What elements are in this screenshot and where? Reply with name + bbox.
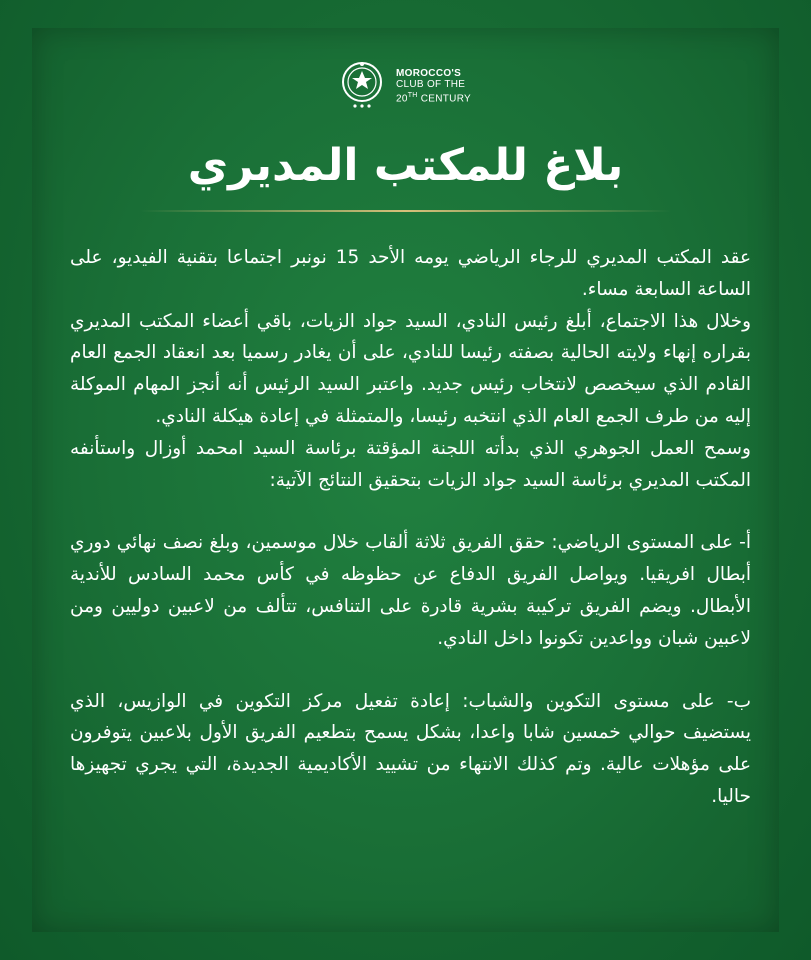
paragraph-president: وخلال هذا الاجتماع، أبلغ رئيس النادي، السيد جواد الزيات، باقي أعضاء المكتب المديري بقراره إنهاء ولايته الحالية بصفته رئيسا للنادي، على أن يغادر رسميا بعد انعقاد الجمع العام القادم الذي سيخصص لانتخاب رئيس جديد. واعتبر السيد الرئيس أنه أنجز المهام الموكلة إليه من طرف الجمع العام الذي انتخبه رئيسا، والمتمثلة في إعادة هيكلة النادي.: [70, 310, 751, 427]
raja-crest-icon: [340, 60, 384, 110]
logo-line-1: MOROCCO'S: [396, 68, 462, 79]
page-title: بلاغ للمكتب المديري: [187, 140, 624, 191]
logo-text: [396, 68, 471, 104]
logo-line-2: CLUB OF THE: [396, 79, 466, 90]
announcement-body: [70, 242, 751, 813]
logo-line-3: 20TH CENTURY: [396, 92, 472, 105]
club-logo: [340, 60, 490, 110]
paragraph-results-intro: وسمح العمل الجوهري الذي بدأته اللجنة المؤقتة برئاسة السيد امحمد أوزال واستأنفه المكتب المديري برئاسة السيد جواد الزيات بتحقيق النتائج الآتية:: [70, 437, 751, 491]
paragraph-sports-level: أ- على المستوى الرياضي: حقق الفريق ثلاثة ألقاب خلال موسمين، وبلغ نصف نهائي دوري أبطال افريقيا. ويواصل الفريق الدفاع عن حظوظه في كأس محمد السادس للأندية الأبطال. ويضم الفريق تركيبة بشرية قادرة على التنافس، تتألف من لاعبين دوليين ومن لاعبين شبان وواعدين تكونوا داخل النادي.: [70, 532, 751, 649]
paragraph-intro: عقد المكتب المديري للرجاء الرياضي يومه الأحد 15 نونبر اجتماعا بتقنية الفيديو، على الساعة السابعة مساء.: [70, 247, 751, 300]
paragraph-training-level: ب- على مستوى التكوين والشباب: إعادة تفعيل مركز التكوين في الوازيس، الذي يستضيف حوالي خمسين شابا واعدا، بشكل يسمح بتطعيم الفريق الأول بلاعبين يتوفرون على مؤهلات عالية. وتم كذلك الانتهاء من تشييد الأكاديمية الجديدة، التي يجري تجهيزها حاليا.: [70, 690, 751, 807]
gold-divider: [140, 210, 671, 212]
